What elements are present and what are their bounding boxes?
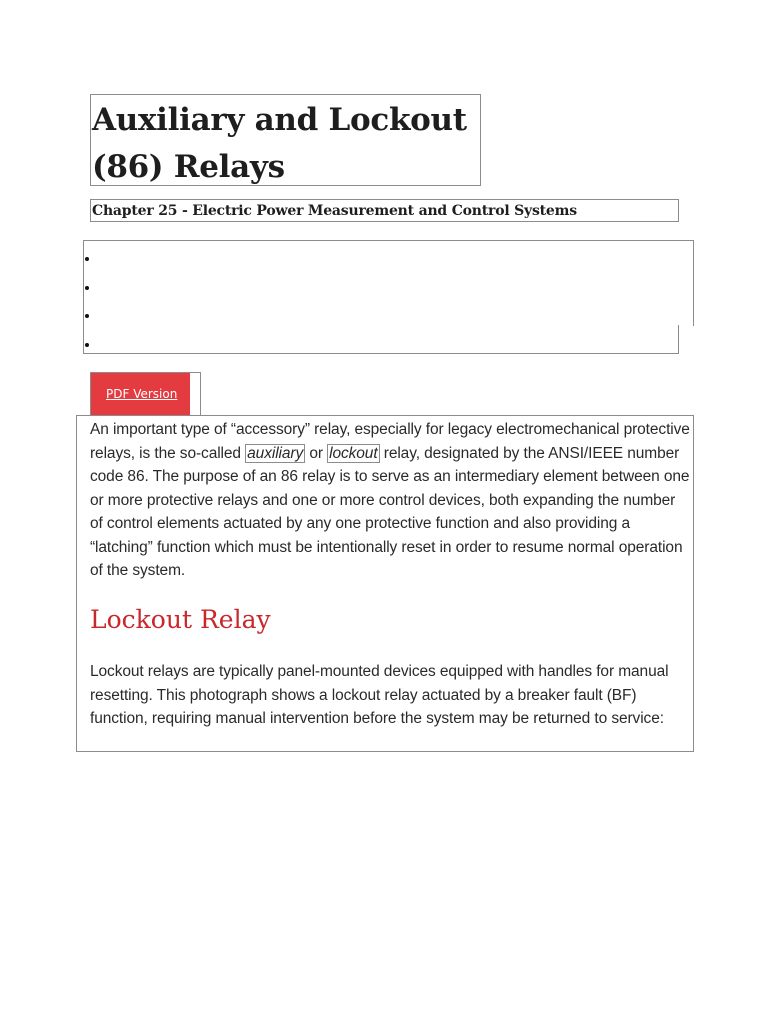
chapter-box (90, 199, 679, 222)
share-list (83, 240, 694, 326)
share-list-bottom (83, 325, 679, 354)
chapter-label: Chapter 25 - Electric Power Measurement and Control Systems (92, 203, 577, 219)
share-list-item[interactable] (85, 257, 89, 261)
title-box (90, 94, 481, 186)
term-auxiliary[interactable]: auxiliary (247, 444, 304, 462)
lockout-paragraph: Lockout relays are typically panel-mounted devices equipped with handles for manual resetting. This photograph shows a lockout relay actuated by a breaker fault (BF) function, requiring manual intervention before the system may be returned to service: (90, 663, 669, 727)
lockout-relay-heading: Lockout Relay (90, 605, 271, 634)
share-list-item[interactable] (85, 286, 89, 290)
intro-text: relay, designated by the ANSI/IEEE number code 86. The purpose of an 86 relay is to serve as an intermediary element between one or more protective relays and one or more control devices, both expanding the number of control elements actuated by any one protective function and also providing a “latching” function which must be intentionally reset in order to resume normal operation of the system. (90, 444, 690, 579)
intro-paragraph (90, 418, 690, 583)
page-title: Auxiliary and Lockout (86) Relays (92, 102, 467, 185)
intro-text: or (305, 444, 328, 462)
term-lockout[interactable]: lockout (329, 444, 378, 462)
share-list-item[interactable] (85, 314, 89, 318)
pdf-version-button[interactable]: PDF Version (91, 373, 190, 416)
intro-text: An important type of “accessory” relay, especially for legacy electromechanical protective relays, is the so-called (90, 421, 690, 462)
share-list-item[interactable] (85, 343, 89, 347)
